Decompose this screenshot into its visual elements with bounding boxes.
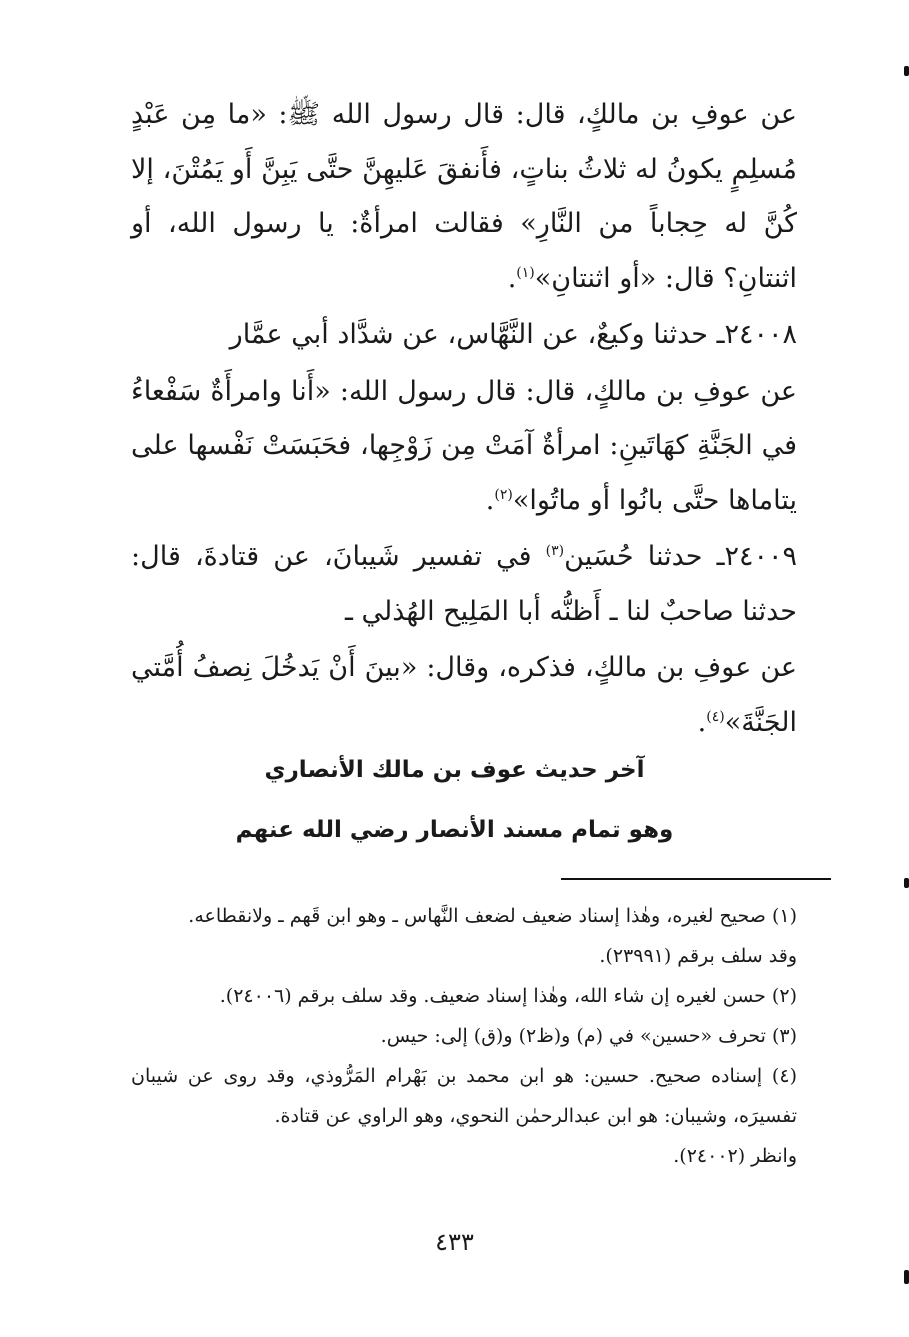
isnad-24009: [131, 530, 831, 639]
margin-mark: [904, 878, 909, 888]
footnote-2: (٢) حسن لغيره إن شاء الله، وهٰذا إسناد ضعيف. وقد سلف برقم (٢٤٠٠٦).: [219, 985, 797, 1007]
section-closing: [0, 740, 909, 860]
margin-mark: [904, 66, 909, 76]
hadith-body: عن عوفِ بن مالكٍ، فذكره، وقال: «بينَ أَنْ يَدخُلَ نِصفُ أُمَّتي الجَنَّةَ»: [131, 652, 797, 738]
footnote-ref-4[interactable]: (٤): [706, 708, 725, 725]
footnotes: [131, 896, 831, 1176]
footnote-3: (٣) تحرف «حسين» في (م) و(ظ٢) و(ق) إلى: حيس.: [380, 1025, 797, 1047]
footnote-1-continued: وقد سلف برقم (٢٣٩٩١).: [599, 945, 797, 967]
hadith-text-1: [131, 88, 831, 306]
closing-line-1: آخر حديث عوف بن مالك الأنصاري: [264, 757, 645, 783]
isnad-start: ٢٤٠٠٩ـ حدثنا حُسَين: [564, 541, 797, 572]
footnote-ref-2[interactable]: (٢): [494, 486, 513, 503]
footnote-ref-3[interactable]: (٣): [545, 543, 565, 559]
period: .: [507, 262, 517, 294]
period: .: [485, 484, 495, 516]
footnote-1: (١) صحيح لغيره، وهٰذا إسناد ضعيف لضعف النَّهاس ـ وهو ابن قَهم ـ ولانقطاعه.: [188, 905, 797, 927]
period: .: [697, 706, 707, 738]
hadith-text-2: [131, 365, 831, 529]
footnote-ref-1[interactable]: (١): [516, 264, 535, 281]
footnote-4-continued: وانظر (٢٤٠٠٢).: [673, 1145, 797, 1167]
footnote-divider: [561, 878, 831, 880]
page-number: ٤٣٣: [435, 1228, 474, 1256]
margin-mark: [904, 1270, 909, 1284]
main-text: [131, 88, 831, 750]
hadith-body: عن عوفِ بن مالكٍ، قال: قال رسول الله: «أَنا وامرأَةٌ سَفْعاءُ في الجَنَّةِ كهَاتَينِ: امرأةٌ آمَتْ مِن زَوْجِها، فحَبَسَتْ نَفْسها على يتاماها حتَّى بانُوا أو ماتُوا»: [131, 375, 797, 516]
isnad-24008: ٢٤٠٠٨ـ حدثنا وكيعٌ، عن النَّهَّاس، عن شدَّاد أبي عمَّار: [229, 319, 797, 350]
hadith-body: عن عوفِ بن مالكٍ، قال: قال رسول الله ﷺ: «ما مِن عَبْدٍ مُسلِمٍ يكونُ له ثلاثُ بناتٍ، فأَنفقَ عَليهِنَّ حتَّى يَبِنَّ أَو يَمُتْنَ، إلا كُنَّ له حِجاباً من النَّارِ» فقالت امرأةٌ: يا رسول الله، أو اثنتانِ؟ قال: «أو اثنتانِ»: [131, 99, 797, 294]
hadith-text-3: [131, 641, 831, 750]
isnad-rest: في تفسير شَيبانَ، عن قتادةَ، قال: حدثنا صاحبٌ لنا ـ أَظنُّه أبا المَلِيح الهُذلي ـ: [131, 541, 797, 627]
closing-line-2: وهو تمام مسند الأنصار رضي الله عنهم: [235, 817, 674, 843]
footnote-4: (٤) إسناده صحيح. حسين: هو ابن محمد بن بَهْرام المَرُّوذي، وقد روى عن شيبان تفسيرَه، وشيبان: هو ابن عبدالرحمٰن النحوي، وهو الراوي عن قتادة.: [131, 1065, 797, 1127]
